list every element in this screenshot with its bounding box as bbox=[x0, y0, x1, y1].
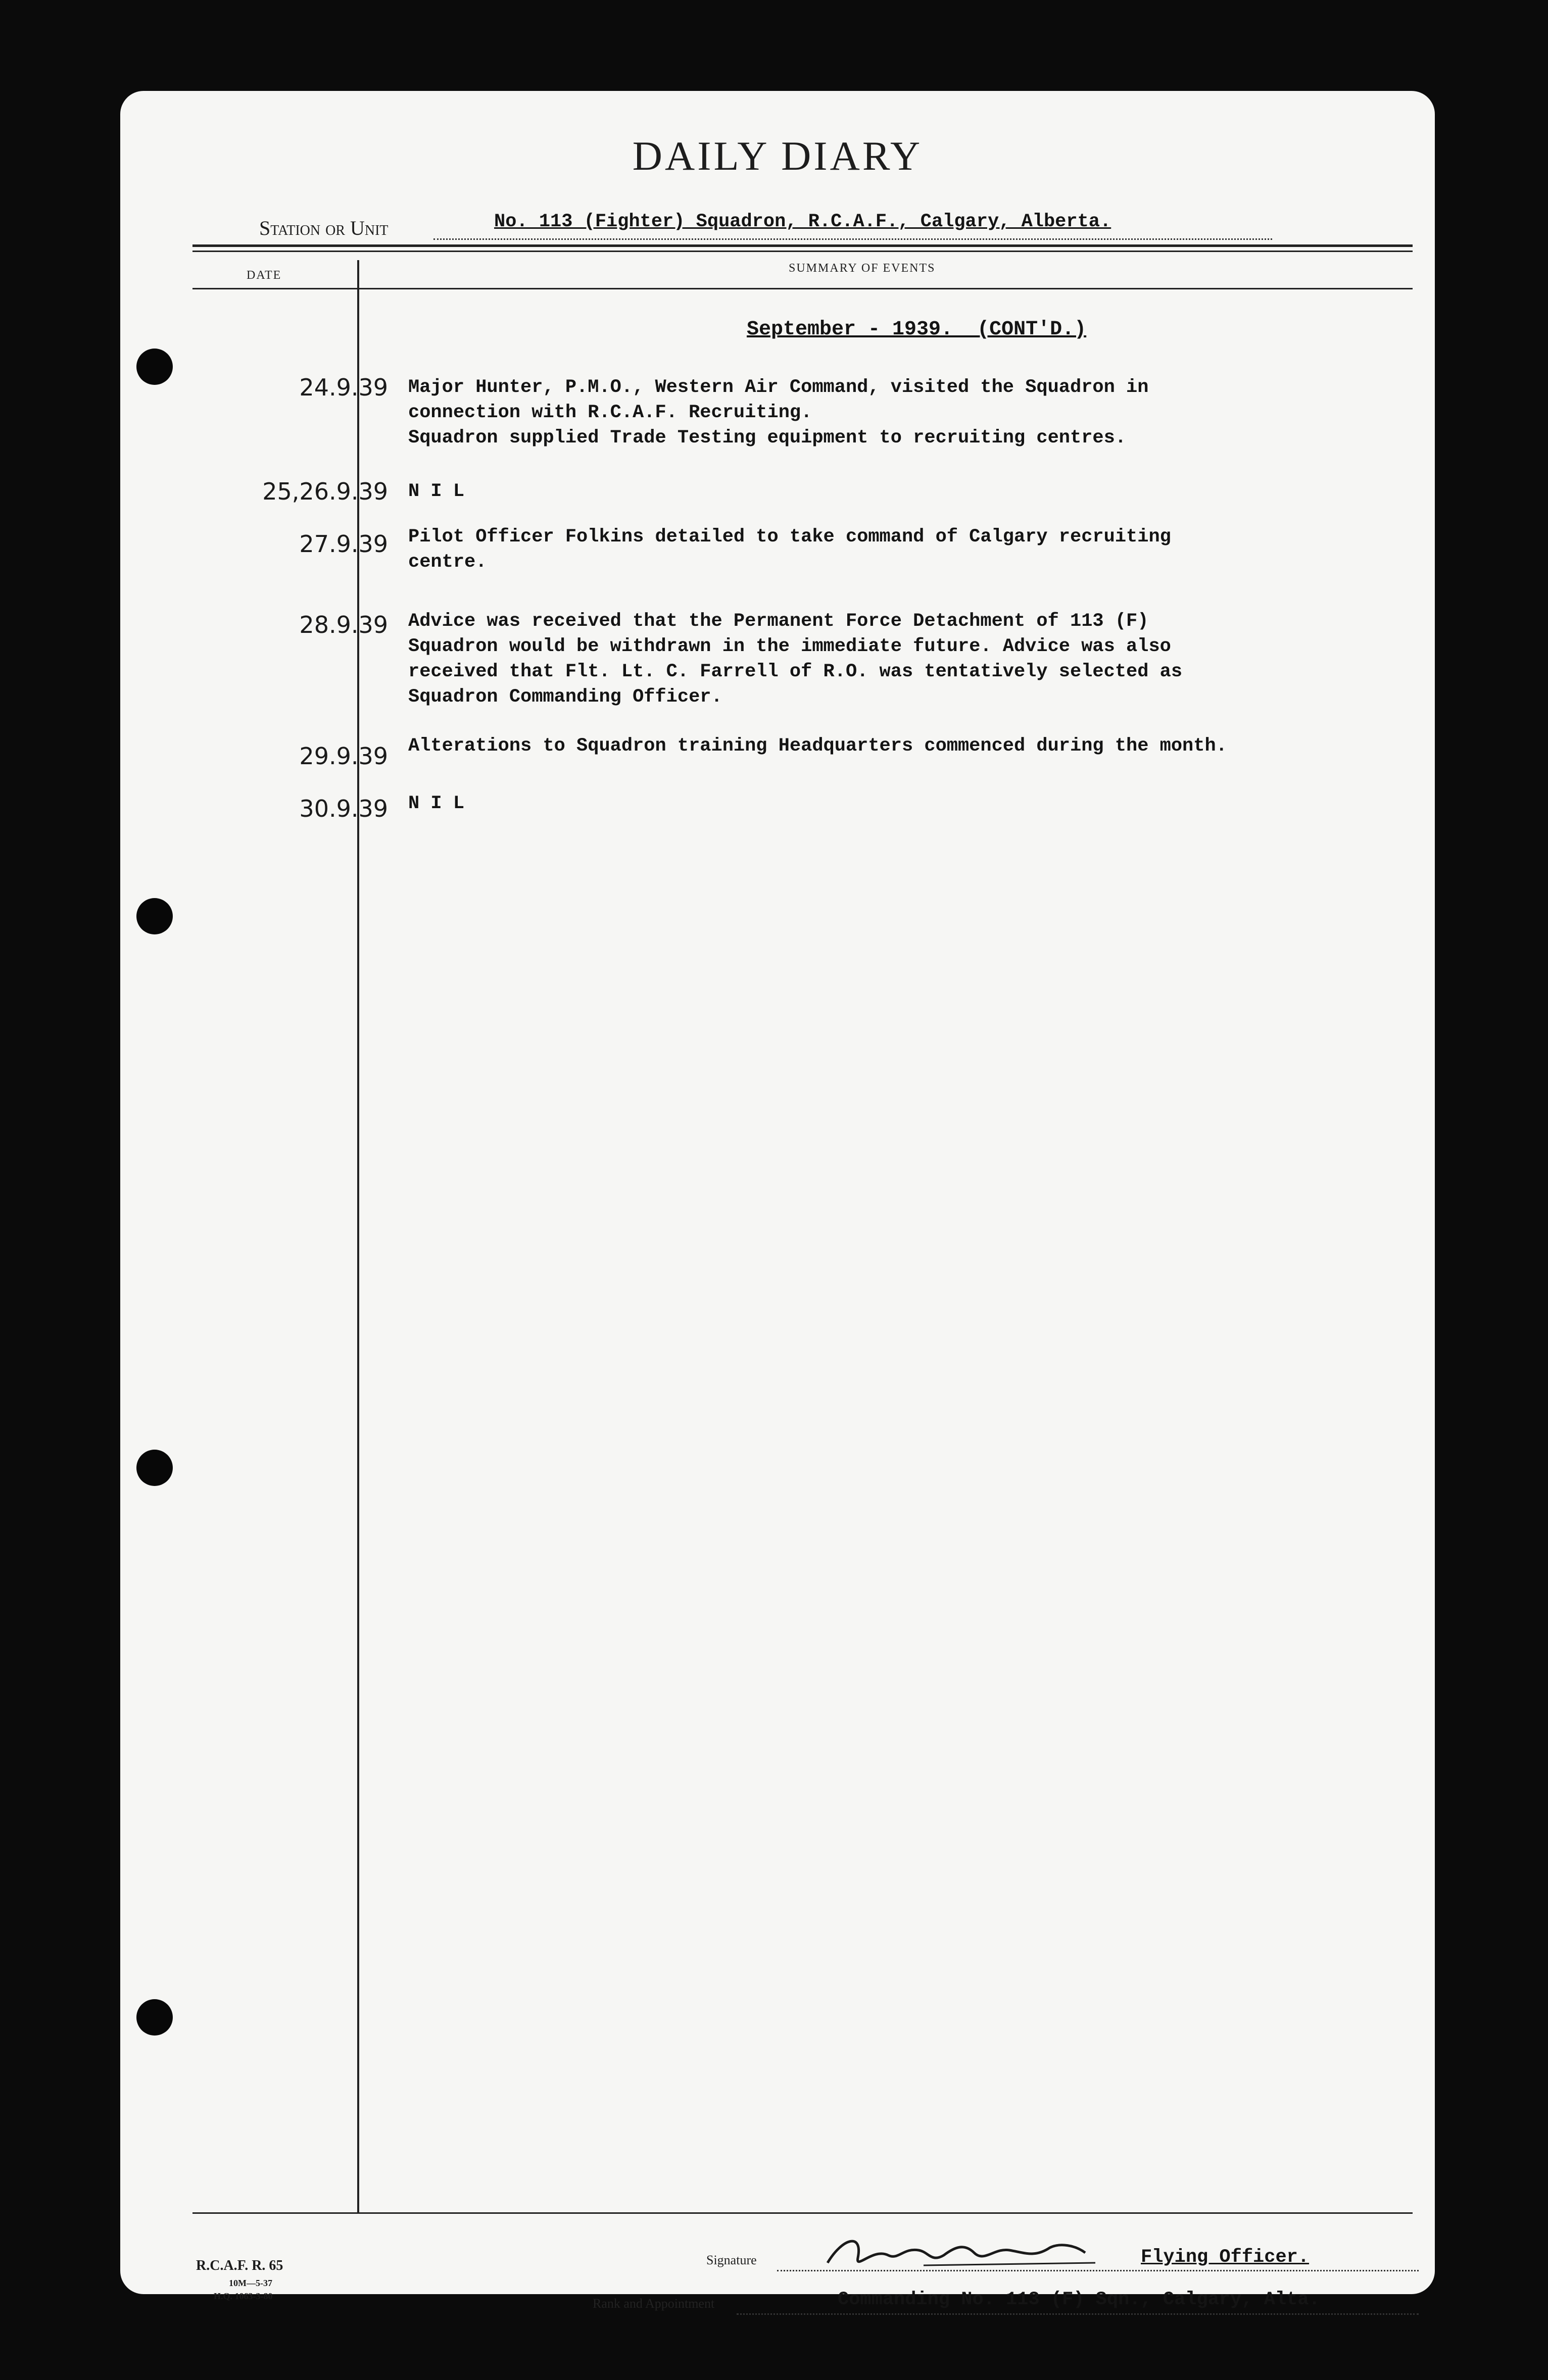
diary-page bbox=[120, 91, 1435, 2311]
rank-label: Rank and Appointment bbox=[593, 2296, 715, 2311]
header-rule-second bbox=[192, 251, 1413, 252]
entry-date: 25,26.9.39 bbox=[262, 478, 388, 505]
punch-hole bbox=[136, 349, 173, 385]
entry-text: Advice was received that the Permanent Force Detachment of 113 (F) Squadron would be withdrawn in the immediate future. Advice was also received that Flt. Lt. C. Farrell of R.O. was tentatively selected as Squadron Commanding Officer. bbox=[408, 611, 1183, 708]
entry-date: 30.9.39 bbox=[299, 795, 388, 822]
entry-text: Alterations to Squadron training Headquarters commenced during the month. bbox=[408, 735, 1227, 757]
punch-hole bbox=[136, 1450, 173, 1486]
column-header-rule bbox=[192, 288, 1413, 289]
form-code-line-2: 10M—5-37 bbox=[229, 2278, 272, 2288]
station-value: No. 113 (Fighter) Squadron, R.C.A.F., Calgary, Alberta. bbox=[494, 211, 1111, 232]
station-label: Station or Unit bbox=[259, 217, 389, 239]
header-rule-top bbox=[192, 244, 1413, 247]
entry-date: 24.9.39 bbox=[299, 374, 388, 401]
entry-text: Major Hunter, P.M.O., Western Air Command, visited the Squadron in connection with R.C.A.F. Recruiting. Squadron supplied Trade Testing equipment to recruiting centres. bbox=[408, 377, 1149, 449]
punch-hole bbox=[136, 1999, 173, 2036]
footer-rule bbox=[192, 2212, 1413, 2214]
entry-date: 29.9.39 bbox=[299, 742, 388, 770]
form-code-line-1: R.C.A.F. R. 65 bbox=[196, 2258, 283, 2273]
entry-date: 27.9.39 bbox=[299, 530, 388, 558]
entry-text: N I L bbox=[408, 481, 465, 502]
date-column-header: DATE bbox=[247, 269, 282, 282]
month-heading: September - 1939. (CONT'D.) bbox=[747, 318, 1087, 341]
handwritten-signature bbox=[823, 2227, 1136, 2278]
signature-label: Signature bbox=[706, 2253, 757, 2267]
rank-value: Commanding No. 113 (F) Sqn., Calgary, Alta. bbox=[838, 2289, 1320, 2310]
rank-dotted-line bbox=[737, 2313, 1419, 2315]
entry-text: Pilot Officer Folkins detailed to take command of Calgary recruiting centre. bbox=[408, 526, 1171, 573]
form-code-line-3: H.Q. 1063-3-80 bbox=[214, 2291, 273, 2301]
station-dotted-line bbox=[433, 238, 1272, 240]
summary-column-header: SUMMARY OF EVENTS bbox=[789, 262, 936, 275]
signature-rank: Flying Officer. bbox=[1141, 2247, 1310, 2268]
entry-text: N I L bbox=[408, 793, 465, 814]
punch-hole bbox=[136, 898, 173, 934]
form-title: DAILY DIARY bbox=[632, 133, 923, 179]
entry-date: 28.9.39 bbox=[299, 611, 388, 638]
